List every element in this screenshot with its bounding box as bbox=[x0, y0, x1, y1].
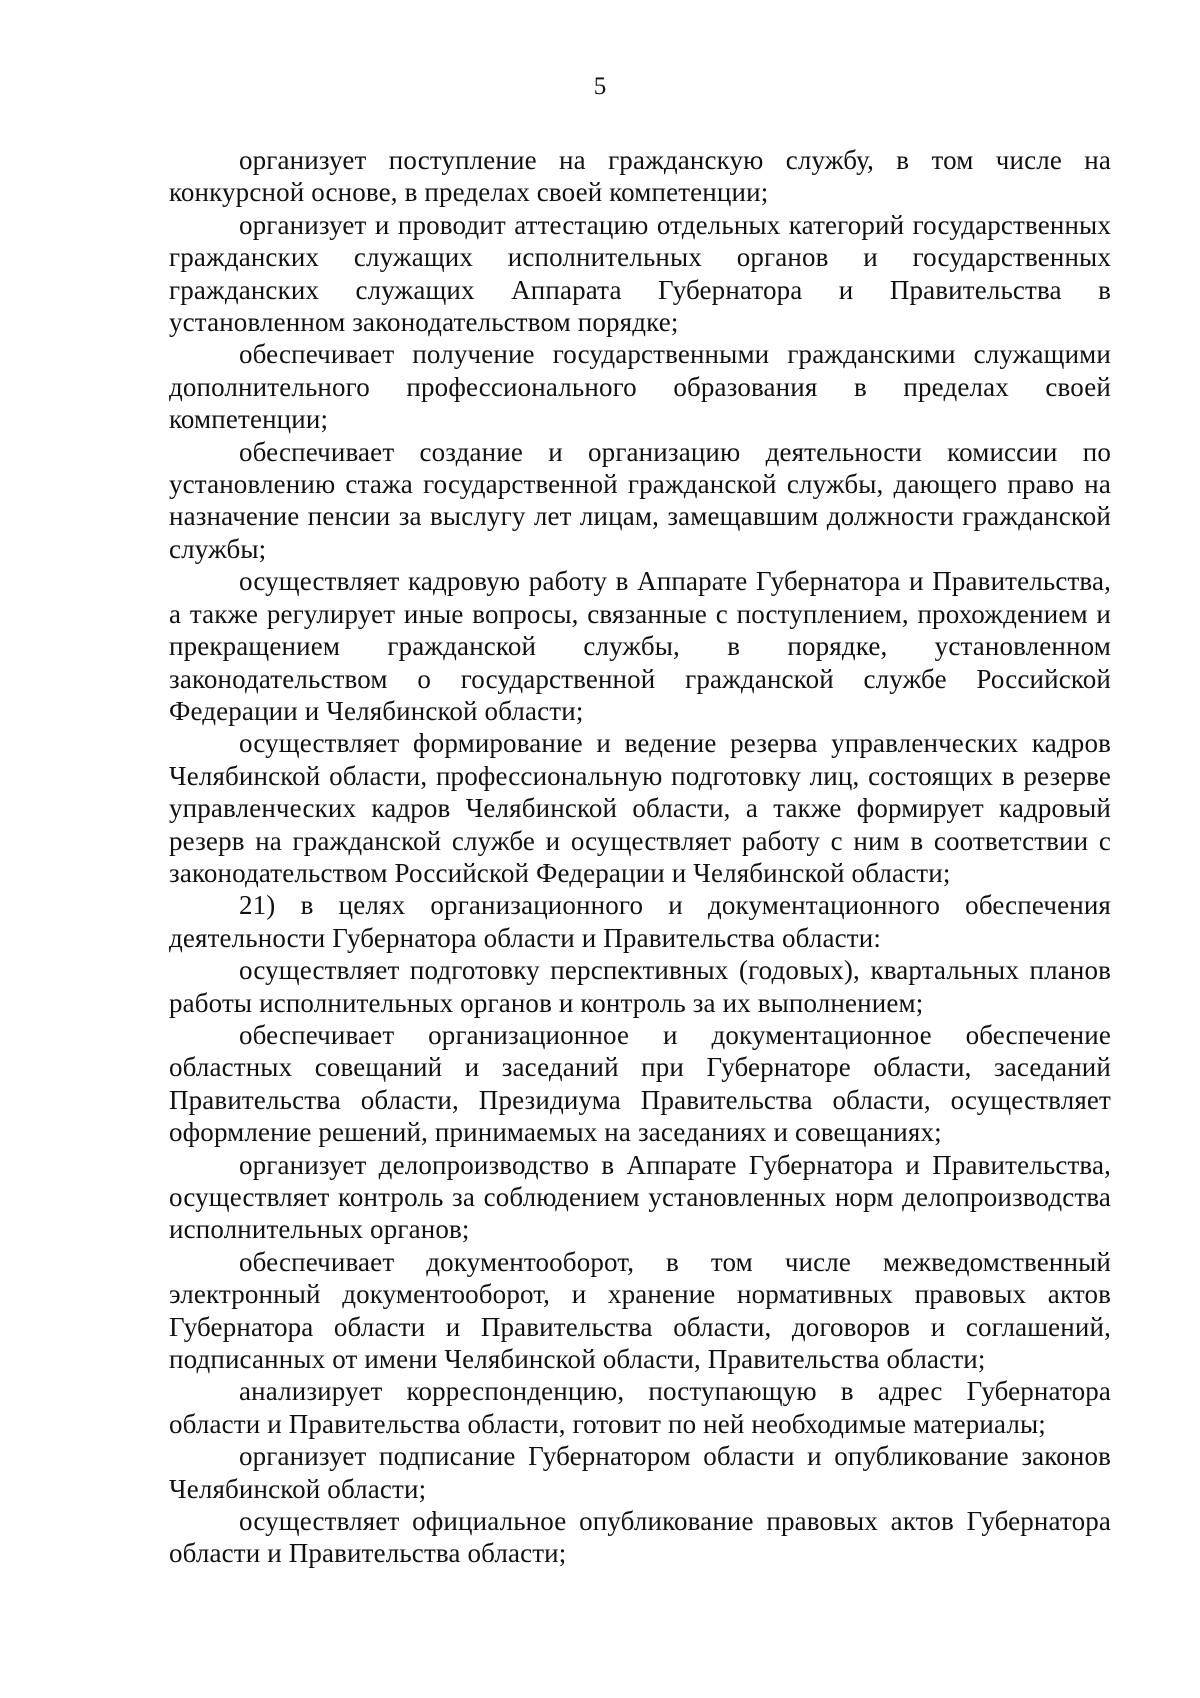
paragraph-document-flow: обеспечивает документооборот, в том числе межведомственный электронный документооборот, и хранение нормативных правовых актов Губернатора области и Правительства области, договоров и соглашений, подписанных от имени Челябинской области, Правительства области; bbox=[169, 1246, 1111, 1375]
paragraph-civil-service-admission: организует поступление на гражданскую службу, в том числе на конкурсной основе, в пределах своей компетенции; bbox=[169, 145, 1111, 208]
document-body bbox=[169, 144, 1111, 1570]
paragraph-law-signing: организует подписание Губернатором области и опубликование законов Челябинской области; bbox=[169, 1441, 1111, 1504]
paragraph-meetings-support: обеспечивает организационное и документационное обеспечение областных совещаний и заседаний при Губернаторе области, заседаний Правительства области, Президиума Правительства области, осуществляет оформление решений, принимаемых на заседаниях и совещаниях; bbox=[169, 1019, 1111, 1148]
paragraph-service-length-commission: обеспечивает создание и организацию деятельности комиссии по установлению стажа государственной гражданской службы, дающего право на назначение пенсии за выслугу лет лицам, замещавшим должности гражданской службы; bbox=[169, 436, 1111, 564]
paragraph-attestation: организует и проводит аттестацию отдельных категорий государственных гражданских служащих исполнительных органов и государственных гражданских служащих Аппарата Губернатора и Правительства в установленном законодательством порядке; bbox=[169, 209, 1111, 338]
paragraph-management-reserve: осуществляет формирование и ведение резерва управленческих кадров Челябинской области, профессиональную подготовку лиц, состоящих в резерве управленческих кадров Челябинской области, а также формирует кадровый резерв на гражданской службе и осуществляет работу с ним в соответствии с законодательством Российской Федерации и Челябинской области; bbox=[169, 728, 1111, 888]
paragraph-item-21: 21) в целях организационного и документационного обеспечения деятельности Губернатора области и Правительства области: bbox=[169, 890, 1111, 953]
paragraph-correspondence: анализирует корреспонденцию, поступающую в адрес Губернатора области и Правительства области, готовит по ней необходимые материалы; bbox=[169, 1376, 1111, 1439]
page-number: 5 bbox=[593, 73, 607, 100]
paragraph-official-publication: осуществляет официальное опубликование правовых актов Губернатора области и Правительства области; bbox=[169, 1506, 1111, 1569]
paragraph-record-keeping: организует делопроизводство в Аппарате Губернатора и Правительства, осуществляет контроль за соблюдением установленных норм делопроизводства исполнительных органов; bbox=[169, 1149, 1111, 1245]
paragraph-professional-education: обеспечивает получение государственными гражданскими служащими дополнительного профессионального образования в пределах своей компетенции; bbox=[169, 339, 1111, 435]
paragraph-personnel-work: осуществляет кадровую работу в Аппарате Губернатора и Правительства, а также регулирует иные вопросы, связанные с поступлением, прохождением и прекращением гражданской службы, в порядке, установленном законодательством о государственной гражданской службе Российской Федерации и Челябинской области; bbox=[169, 566, 1111, 726]
paragraph-work-plans: осуществляет подготовку перспективных (годовых), квартальных планов работы исполнительных органов и контроль за их выполнением; bbox=[169, 955, 1111, 1018]
